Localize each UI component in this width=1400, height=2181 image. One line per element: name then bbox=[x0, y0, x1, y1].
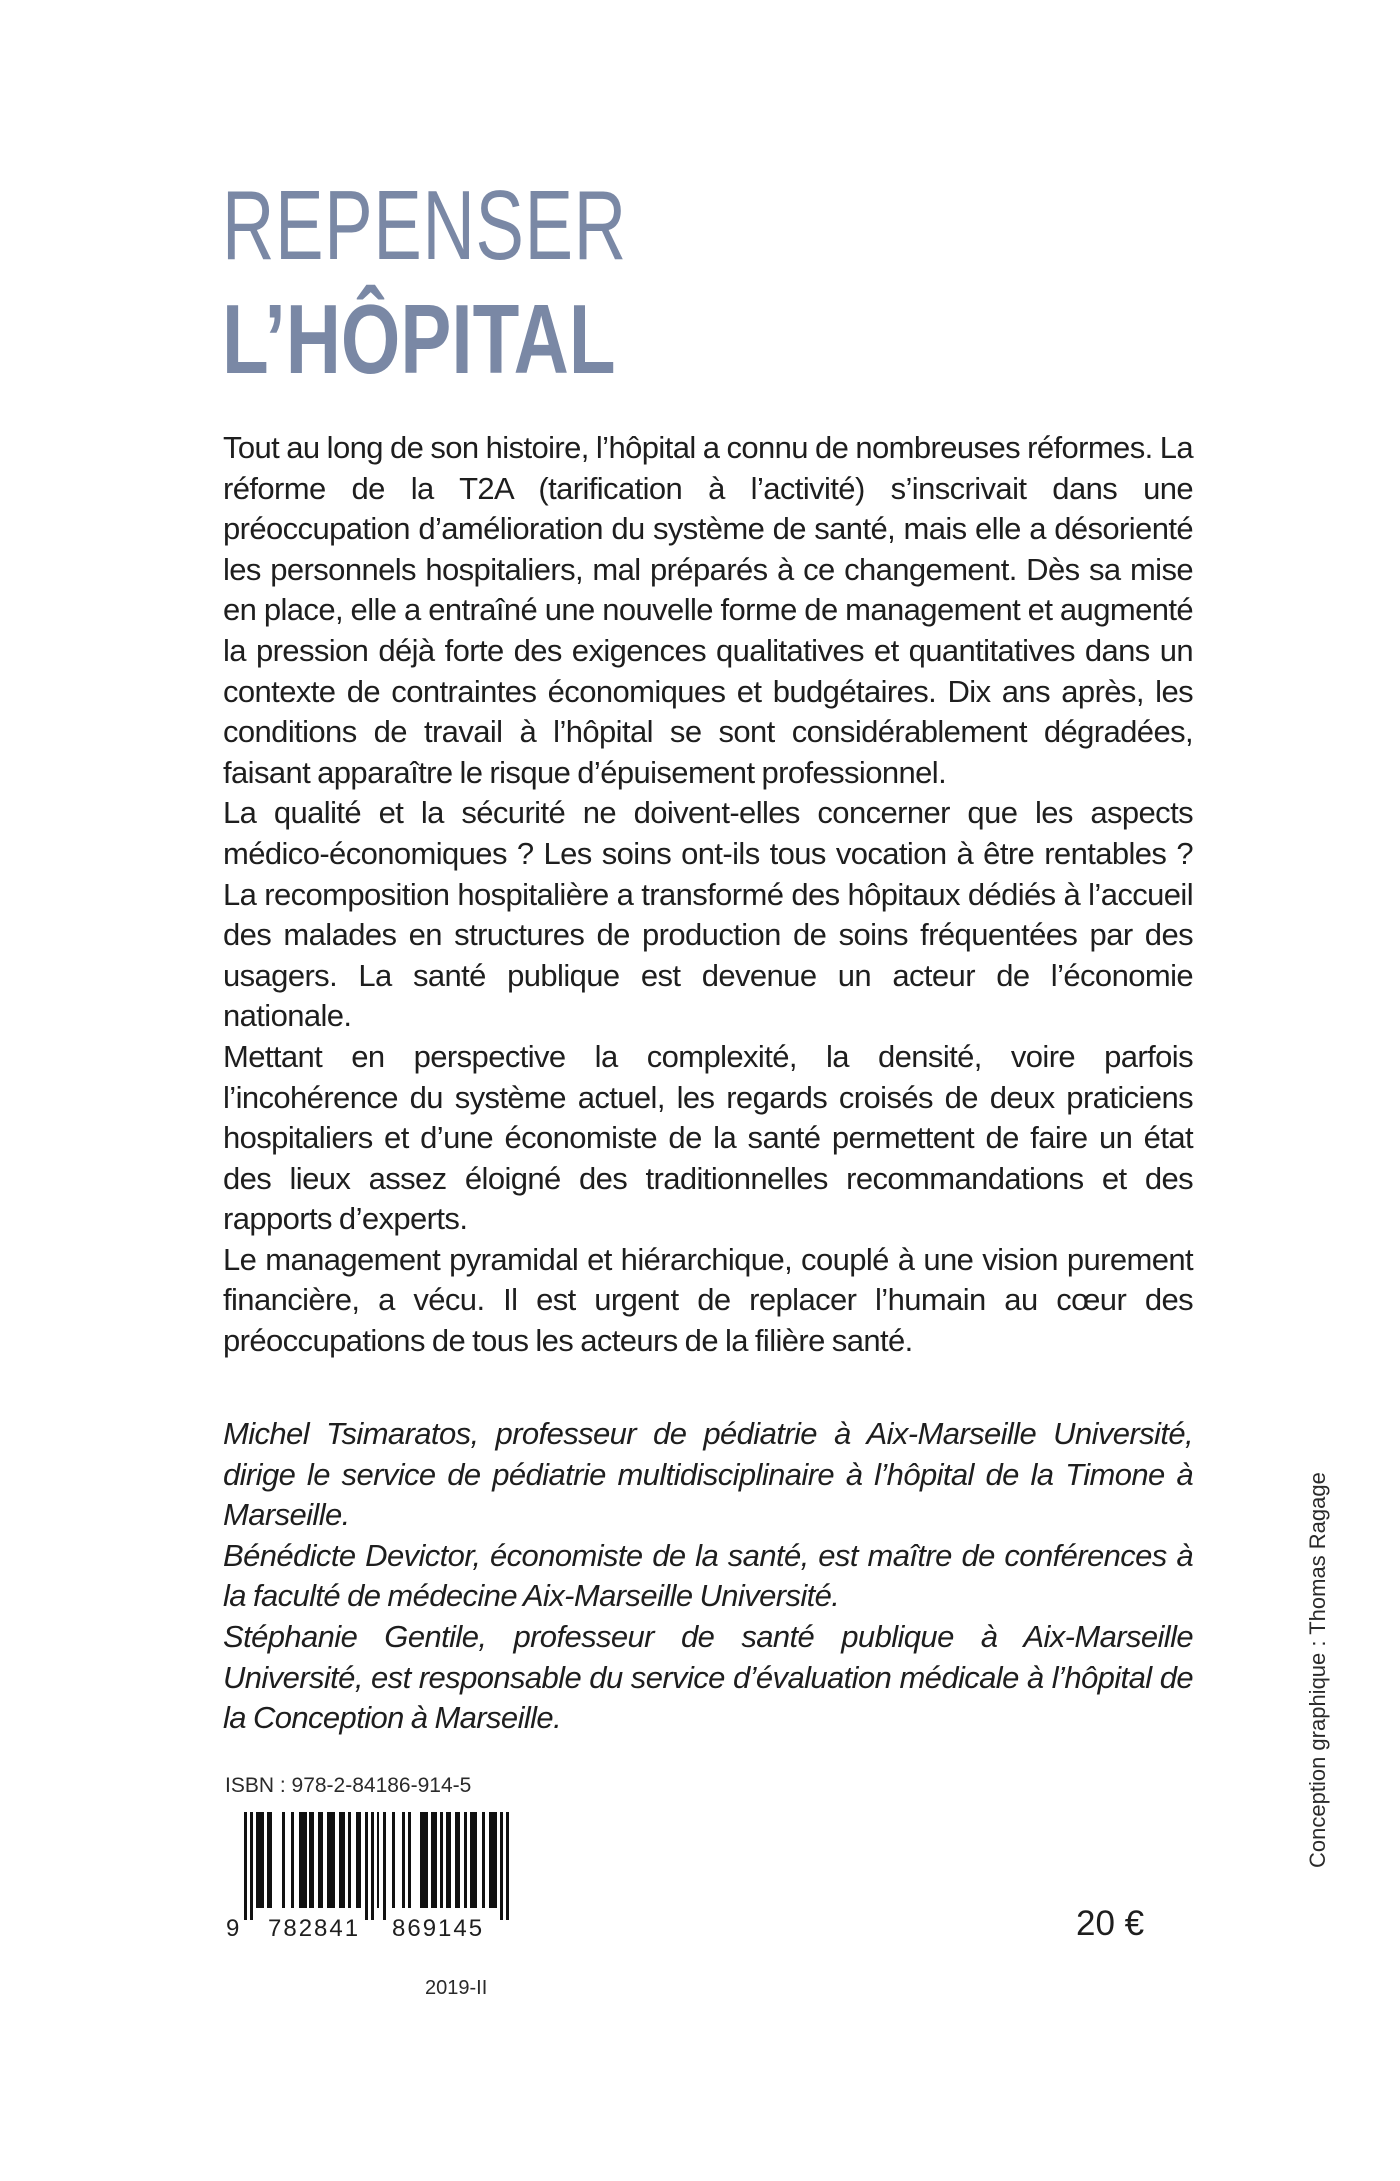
title-line-repenser: REPENSER bbox=[222, 170, 627, 280]
blurb-paragraph: Tout au long de son histoire, l’hôpital a connu de nombreuses réformes. La réforme de la T2A (tarification à l’activité) s’inscrivait dans une préoccupation d’amélioration du système de santé, mais elle a désorienté les personnels hospitaliers, mal préparés à ce changement. Dès sa mise en place, elle a entraîné une nouvelle forme de management et augmenté la pression déjà forte des exigences qualitatives et quantitatives dans un contexte de contraintes économiques et budgétaires. Dix ans après, les conditions de travail à l’hôpital se sont considérablement dégradées, faisant apparaître le risque d’épuisement professionnel. bbox=[223, 430, 1193, 790]
blurb-paragraph: Le management pyramidal et hiérarchique, couplé à une vision purement financière, a vécu. Il est urgent de replacer l’humain au cœur des préoccupations de tous les acteurs de la filière santé. bbox=[223, 1241, 1193, 1359]
blurb-paragraph: Mettant en perspective la complexité, la densité, voire parfois l’incohérence du système actuel, les regards croisés de deux praticiens hospitaliers et d’une économiste de la santé permettent de faire un état des lieux assez éloigné des traditionnelles recommandations et des rapports d’experts. bbox=[223, 1038, 1193, 1237]
author-bio: Michel Tsimaratos, professeur de pédiatrie à Aix-Marseille Université, dirige le service de pédiatrie multidisciplinaire à l’hôpital de la Timone à Marseille. bbox=[223, 1416, 1193, 1533]
author-bios bbox=[223, 1414, 1193, 1739]
back-cover-blurb bbox=[223, 428, 1193, 1362]
book-title bbox=[222, 170, 769, 394]
barcode-digits-right: 869145 bbox=[392, 1915, 485, 1942]
barcode-digits-left: 782841 bbox=[268, 1915, 361, 1942]
blurb-paragraph: La qualité et la sécurité ne doivent-elles concerner que les aspects médico-économiques ? Les soins ont-ils tous vocation à être rentables ? La recomposition hospitalière a transformé des hôpitaux dédiés à l’accueil des malades en structures de production de soins fréquentées par des usagers. La santé publique est devenue un acteur de l’économie nationale. bbox=[223, 795, 1193, 1034]
barcode-digit-prefix: 9 bbox=[226, 1915, 240, 1942]
edition-label: 2019-II bbox=[425, 1977, 488, 1999]
author-bio: Bénédicte Devictor, économiste de la santé, est maître de conférences à la faculté de médecine Aix-Marseille Université. bbox=[223, 1537, 1193, 1614]
author-bio: Stéphanie Gentile, professeur de santé publique à Aix-Marseille Université, est responsable du service d’évaluation médicale à l’hôpital de la Conception à Marseille. bbox=[223, 1618, 1193, 1736]
title-line-hopital: L’HÔPITAL bbox=[222, 284, 616, 394]
price-label: 20 € bbox=[1076, 1904, 1145, 1943]
design-credit: Conception graphique : Thomas Ragage bbox=[1305, 1472, 1330, 1868]
isbn-label: ISBN : 978-2-84186-914-5 bbox=[225, 1774, 472, 1797]
barcode-icon bbox=[244, 1812, 510, 1920]
